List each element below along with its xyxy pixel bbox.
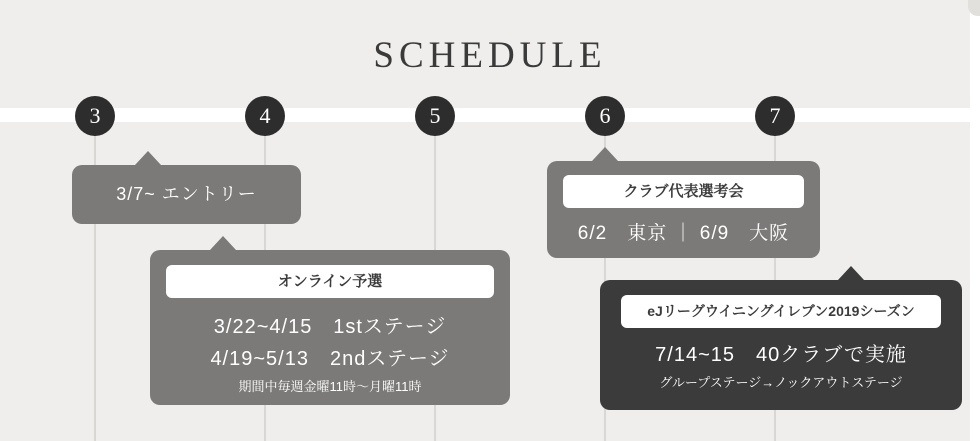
month-marker-3: 3 <box>75 96 115 136</box>
final-card-pointer <box>838 266 864 280</box>
entry-card-pointer <box>135 151 161 165</box>
online-qualifier-card <box>150 250 510 405</box>
entry-card <box>72 165 301 224</box>
final-card-note: グループステージ→ノックアウトステージ <box>659 375 903 390</box>
month-marker-7: 7 <box>755 96 795 136</box>
online-card-line1: 3/22~4/15 1stステージ <box>213 316 447 338</box>
month-marker-4: 4 <box>245 96 285 136</box>
month-marker-5: 5 <box>415 96 455 136</box>
entry-card-text: 3/7~ エントリー <box>116 184 257 204</box>
club-card-heading: クラブ代表選考会 <box>563 175 804 208</box>
timeline-band <box>0 108 980 122</box>
online-card-pointer <box>210 236 236 250</box>
club-selection-card <box>547 161 820 258</box>
club-card-line1: 6/2 東京 ｜ 6/9 大阪 <box>577 223 790 244</box>
page-title: SCHEDULE <box>373 35 607 76</box>
final-card-heading: eJリーグウイニングイレブン2019シーズン <box>621 295 941 328</box>
club-card-pointer <box>592 147 618 161</box>
month-marker-6: 6 <box>585 96 625 136</box>
online-card-heading: オンライン予選 <box>166 265 494 298</box>
final-tournament-card <box>600 280 962 410</box>
final-card-line1: 7/14~15 40クラブで実施 <box>655 344 907 366</box>
online-card-line2: 4/19~5/13 2ndステージ <box>210 348 450 370</box>
online-card-note: 期間中毎週金曜11時〜月曜11時 <box>238 379 422 394</box>
